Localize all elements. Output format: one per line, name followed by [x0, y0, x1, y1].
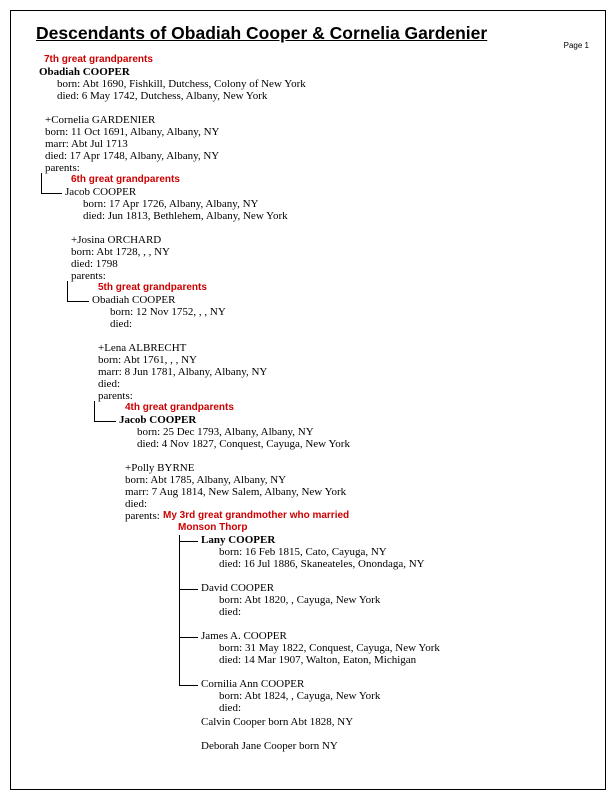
- child-death-line: died: 14 Mar 1907, Walton, Eaton, Michigan: [219, 654, 417, 666]
- child-name: Cornilia Ann COOPER: [201, 678, 305, 690]
- child-death-line: died:: [219, 702, 241, 714]
- gen2-spouse-death-line: died: 1798: [71, 258, 118, 270]
- additional-child-line: Deborah Jane Cooper born NY: [201, 740, 338, 752]
- gen1-label: 7th great grandparents: [44, 54, 153, 65]
- gen4-spouse-marriage-line: marr: 7 Aug 1814, New Salem, Albany, New York: [125, 486, 347, 498]
- gen3-ancestor-name: Obadiah COOPER: [92, 294, 176, 306]
- child-death-line: died:: [219, 606, 241, 618]
- child-birth-line: born: Abt 1820, , Cayuga, New York: [219, 594, 381, 606]
- gen1-spouse-marriage-line: marr: Abt Jul 1713: [45, 138, 128, 150]
- gen3-spouse-marriage-line: marr: 8 Jun 1781, Albany, Albany, NY: [98, 366, 268, 378]
- tree-connector-vertical: [179, 535, 180, 686]
- child-birth-line: born: Abt 1824, , Cayuga, New York: [219, 690, 381, 702]
- tree-connector-vertical: [67, 281, 68, 302]
- gen4-label: 4th great grandparents: [125, 402, 234, 413]
- gen4-spouse-name: +Polly BYRNE: [125, 462, 195, 474]
- tree-connector-horizontal: [179, 637, 198, 638]
- child-name: David COOPER: [201, 582, 275, 594]
- gen4-spouse-birth-line: born: Abt 1785, Albany, Albany, NY: [125, 474, 287, 486]
- gen4-spouse-death-line: died:: [125, 498, 147, 510]
- gen3-death-line: died:: [110, 318, 132, 330]
- child-birth-line: born: 31 May 1822, Conquest, Cayuga, New York: [219, 642, 440, 654]
- gen4-death-line: died: 4 Nov 1827, Conquest, Cayuga, New York: [137, 438, 350, 450]
- ancestor-note-line1: My 3rd great grandmother who married: [163, 510, 350, 521]
- gen3-spouse-name: +Lena ALBRECHT: [98, 342, 187, 354]
- gen1-ancestor-name: Obadiah COOPER: [39, 66, 130, 78]
- gen3-birth-line: born: 12 Nov 1752, , , NY: [110, 306, 226, 318]
- child-name: Lany COOPER: [201, 534, 276, 546]
- gen3-parents-label: parents:: [98, 390, 133, 402]
- gen4-parents-label: parents:: [125, 510, 160, 522]
- gen1-birth-line: born: Abt 1690, Fishkill, Dutchess, Colony of New York: [57, 78, 306, 90]
- gen3-spouse-birth-line: born: Abt 1761, , , NY: [98, 354, 197, 366]
- tree-connector-horizontal: [67, 301, 89, 302]
- gen4-birth-line: born: 25 Dec 1793, Albany, Albany, NY: [137, 426, 314, 438]
- document-title: Descendants of Obadiah Cooper & Cornelia Gardenier: [36, 23, 488, 43]
- tree-connector-horizontal: [41, 193, 62, 194]
- tree-connector-horizontal: [179, 589, 198, 590]
- gen1-spouse-name: +Cornelia GARDENIER: [45, 114, 156, 126]
- gen2-spouse-birth-line: born: Abt 1728, , , NY: [71, 246, 170, 258]
- gen3-label: 5th great grandparents: [98, 282, 207, 293]
- gen2-parents-label: parents:: [71, 270, 106, 282]
- page-number: Page 1: [563, 41, 589, 50]
- gen2-ancestor-name: Jacob COOPER: [65, 186, 137, 198]
- gen1-death-line: died: 6 May 1742, Dutchess, Albany, New York: [57, 90, 268, 102]
- document-page: [10, 10, 606, 790]
- child-name: James A. COOPER: [201, 630, 287, 642]
- gen1-spouse-birth-line: born: 11 Oct 1691, Albany, Albany, NY: [45, 126, 220, 138]
- gen2-spouse-name: +Josina ORCHARD: [71, 234, 162, 246]
- gen2-label: 6th great grandparents: [71, 174, 180, 185]
- tree-connector-vertical: [94, 401, 95, 422]
- tree-connector-horizontal: [179, 541, 198, 542]
- tree-connector-horizontal: [94, 421, 116, 422]
- gen2-death-line: died: Jun 1813, Bethlehem, Albany, New York: [83, 210, 288, 222]
- child-death-line: died: 16 Jul 1886, Skaneateles, Onondaga, NY: [219, 558, 425, 570]
- gen1-spouse-death-line: died: 17 Apr 1748, Albany, Albany, NY: [45, 150, 220, 162]
- tree-connector-horizontal: [179, 685, 198, 686]
- gen2-birth-line: born: 17 Apr 1726, Albany, Albany, NY: [83, 198, 259, 210]
- gen1-parents-label: parents:: [45, 162, 80, 174]
- ancestor-note-line2: Monson Thorp: [178, 522, 248, 533]
- additional-child-line: Calvin Cooper born Abt 1828, NY: [201, 716, 354, 728]
- gen3-spouse-death-line: died:: [98, 378, 120, 390]
- child-birth-line: born: 16 Feb 1815, Cato, Cayuga, NY: [219, 546, 387, 558]
- tree-connector-vertical: [41, 173, 42, 194]
- gen4-ancestor-name: Jacob COOPER: [119, 414, 197, 426]
